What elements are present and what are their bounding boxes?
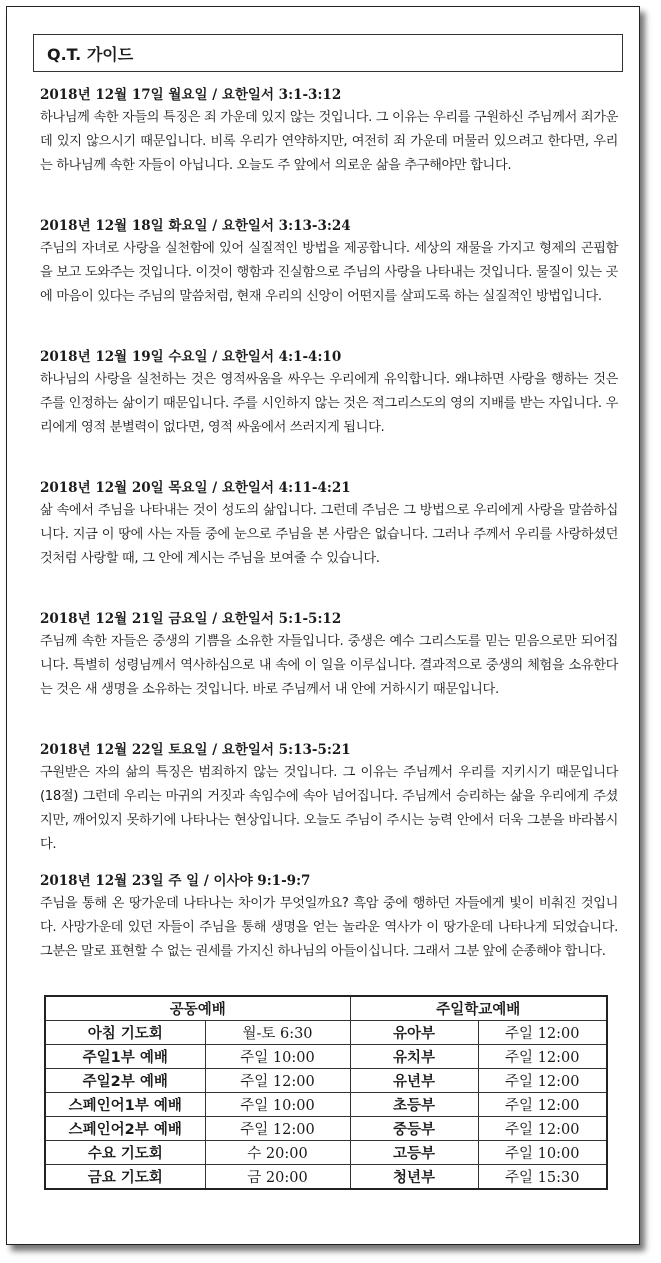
department-name: 유아부	[350, 1021, 478, 1045]
department-name: 유년부	[350, 1069, 478, 1093]
qt-entry	[40, 608, 618, 739]
page-title: Q.T. 가이드	[33, 34, 623, 72]
entry-body: 하나님의 사랑을 실천하는 것은 영적싸움을 싸우는 우리에게 유익합니다. 왜냐하면 사랑을 행하는 것은 주를 인정하는 삶이기 때문입니다. 주를 시인하지 않는 것은 적그리스도의 영의 지배를 받는 자입니다. 우리에게 영적 분별력이 없다면, 영적 싸움에서 쓰러지게 됩니다.	[40, 372, 618, 435]
qt-entry	[40, 346, 618, 477]
entry-body: 주님께 속한 자들은 중생의 기쁨을 소유한 자들입니다. 중생은 예수 그리스도를 믿는 믿음으로만 되어집니다. 특별히 성령님께서 역사하심으로 내 속에 이 일을 이루십니다. 결과적으로 중생의 체험을 소유한다는 것은 새 생명을 소유하는 것입니다. 바로 주님께서 내 안에 거하시기 때문입니다.	[40, 634, 618, 697]
service-time: 주일 10:00	[205, 1093, 350, 1117]
service-name: 수요 기도회	[45, 1141, 205, 1165]
entry-body: 주님의 자녀로 사랑을 실천함에 있어 실질적인 방법을 제공합니다. 세상의 재물을 가지고 형제의 곤핍함을 보고 도와주는 것입니다. 이것이 행함과 진실함으로 주님의 사랑을 나타내는 것입니다. 물질이 있는 곳에 마음이 있다는 주님의 말씀처럼, 현재 우리의 신앙이 어떤지를 살피도록 하는 실질적인 방법입니다.	[40, 241, 618, 304]
entry-title: 2018년 12월 18일 화요일 / 요한일서 3:13-3:24	[40, 218, 351, 234]
qt-entry	[40, 84, 618, 215]
entry-body: 하나님께 속한 자들의 특징은 죄 가운데 있지 않는 것입니다. 그 이유는 우리를 구원하신 주님께서 죄가운데 있지 않으시기 때문입니다. 비록 우리가 연약하지만, 여전히 죄 가운데 머물러 있으려고 한다면, 우리는 하나님께 속한 자들이 아닙니다. 오늘도 주 앞에서 의로운 삶을 추구해야만 합니다.	[40, 110, 618, 173]
entry-title: 2018년 12월 17일 월요일 / 요한일서 3:1-3:12	[40, 87, 342, 103]
qt-entry	[40, 215, 618, 346]
entry-body: 삶 속에서 주님을 나타내는 것이 성도의 삶입니다. 그런데 주님은 그 방법으로 우리에게 사랑을 말씀하십니다. 지금 이 땅에 사는 자들 중에 눈으로 주님을 본 사람은 없습니다. 그러나 주께서 우리를 사랑하셨던 것처럼 사랑할 때, 그 안에 계시는 주님을 보여줄 수 있습니다.	[40, 503, 618, 566]
service-name: 주일1부 예배	[45, 1045, 205, 1069]
service-time: 주일 12:00	[205, 1117, 350, 1141]
department-name: 초등부	[350, 1093, 478, 1117]
service-name: 아침 기도회	[45, 1021, 205, 1045]
table-row	[45, 1093, 607, 1117]
table-row	[45, 1045, 607, 1069]
department-time: 주일 12:00	[478, 1117, 607, 1141]
department-time: 주일 12:00	[478, 1045, 607, 1069]
entry-body: 주님을 통해 온 땅가운데 나타나는 차이가 무엇일까요? 흑암 중에 행하던 자들에게 빛이 비춰진 것입니다. 사망가운데 있던 자들이 주님을 통해 생명을 얻는 놀라운 역사가 이 땅가운데 나타나게 되었습니다. 그분은 말로 표현할 수 없는 권세를 가지신 하나님의 아들이십니다. 그래서 그분 앞에 순종해야 합니다.	[40, 896, 618, 959]
table-row	[45, 1117, 607, 1141]
entry-title: 2018년 12월 20일 목요일 / 요한일서 4:11-4:21	[40, 480, 351, 496]
entry-title: 2018년 12월 19일 수요일 / 요한일서 4:1-4:10	[40, 349, 342, 365]
service-time: 월-토 6:30	[205, 1021, 350, 1045]
section-header-sunday-school: 주일학교예배	[350, 996, 607, 1021]
section-header-public-worship: 공동예배	[45, 996, 350, 1021]
service-name: 금요 기도회	[45, 1165, 205, 1190]
department-name: 중등부	[350, 1117, 478, 1141]
table-header-row	[45, 996, 607, 1021]
department-name: 유치부	[350, 1045, 478, 1069]
service-time: 주일 12:00	[205, 1069, 350, 1093]
department-time: 주일 15:30	[478, 1165, 607, 1190]
department-time: 주일 12:00	[478, 1021, 607, 1045]
service-time: 수 20:00	[205, 1141, 350, 1165]
service-time: 주일 10:00	[205, 1045, 350, 1069]
qt-entry	[40, 739, 618, 870]
service-name: 스페인어1부 예배	[45, 1093, 205, 1117]
service-time: 금 20:00	[205, 1165, 350, 1190]
worship-schedule-table	[44, 995, 608, 1190]
department-time: 주일 12:00	[478, 1093, 607, 1117]
entry-title: 2018년 12월 21일 금요일 / 요한일서 5:1-5:12	[40, 611, 342, 627]
table-row	[45, 1021, 607, 1045]
qt-entry	[40, 477, 618, 608]
department-time: 주일 12:00	[478, 1069, 607, 1093]
table-row	[45, 1141, 607, 1165]
table-row	[45, 1165, 607, 1190]
department-name: 청년부	[350, 1165, 478, 1190]
qt-entries	[40, 84, 618, 964]
qt-entry	[40, 870, 618, 964]
entry-title: 2018년 12월 23일 주 일 / 이사야 9:1-9:7	[40, 873, 311, 889]
department-time: 주일 10:00	[478, 1141, 607, 1165]
table-row	[45, 1069, 607, 1093]
service-name: 스페인어2부 예배	[45, 1117, 205, 1141]
department-name: 고등부	[350, 1141, 478, 1165]
entry-body: 구원받은 자의 삶의 특징은 범죄하지 않는 것입니다. 그 이유는 주님께서 우리를 지키시기 때문입니다(18절) 그런데 우리는 마귀의 거짓과 속임수에 속아 넘어집니다. 주님께서 승리하는 삶을 우리에게 주셨지만, 깨어있지 못하기에 나타나는 현상입니다. 오늘도 주님이 주시는 능력 안에서 더욱 그분을 바라봅시다.	[40, 765, 618, 852]
service-name: 주일2부 예배	[45, 1069, 205, 1093]
entry-title: 2018년 12월 22일 토요일 / 요한일서 5:13-5:21	[40, 742, 351, 758]
